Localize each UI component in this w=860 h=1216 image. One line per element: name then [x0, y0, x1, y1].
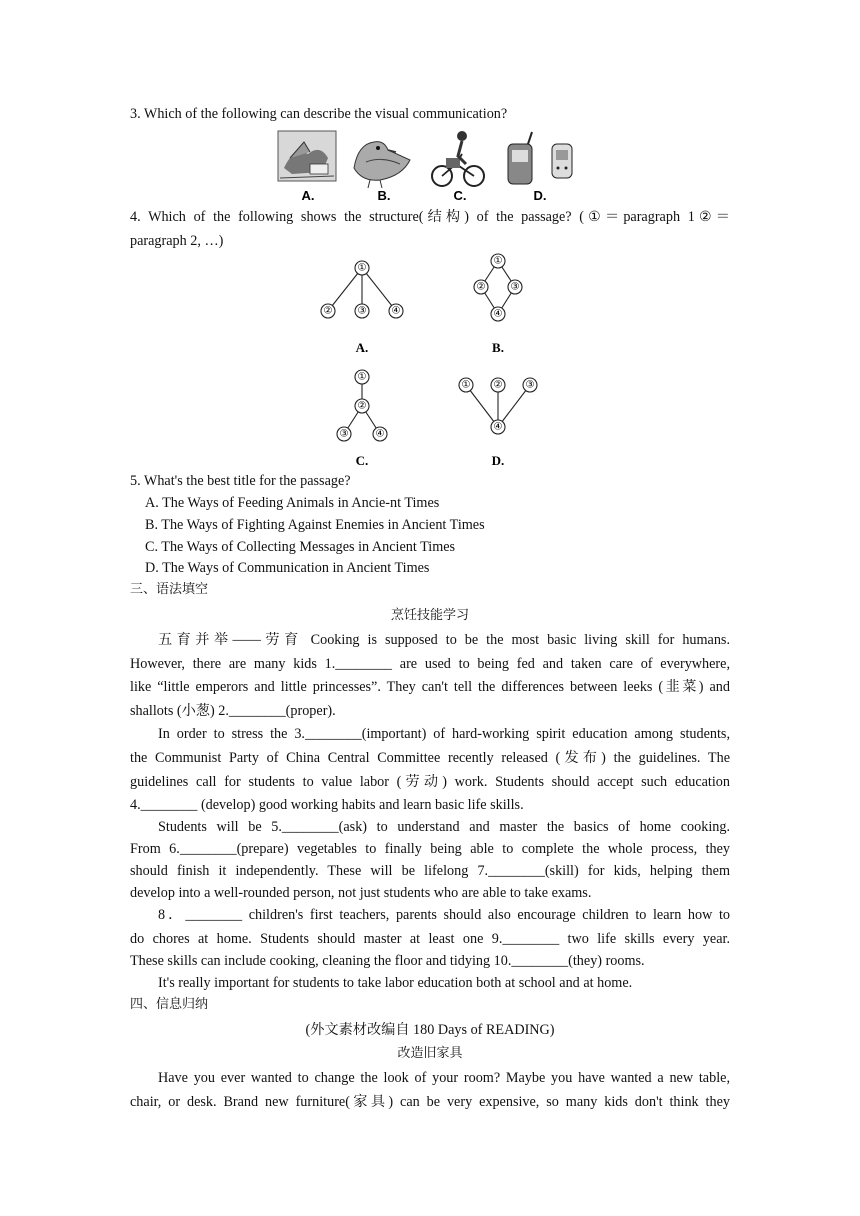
- pigeon-letter-icon: [278, 131, 336, 181]
- svg-text:②: ②: [323, 305, 333, 317]
- q3-option-b: B.: [377, 188, 391, 203]
- section3-line-14: do chores at home. Students should master at least one 9.________ two life skills every year.: [130, 931, 730, 947]
- q4-question-line1: 4. Which of the following shows the structure(结构) of the passage? (①＝paragraph 1②＝: [130, 209, 730, 225]
- svg-text:②: ②: [476, 281, 486, 293]
- q5-option-d: D. The Ways of Communication in Ancient Times: [145, 560, 430, 576]
- phones-icon: [508, 132, 572, 184]
- q3-option-d: D.: [533, 188, 547, 203]
- cyclist-icon: [432, 131, 484, 186]
- section3-line-16: It's really important for students to take labor education both at school and at home.: [158, 975, 633, 991]
- section4-line-1: Have you ever wanted to change the look of your room? Maybe you have wanted a new table,: [158, 1070, 730, 1086]
- svg-text:③: ③: [357, 305, 367, 317]
- section4-line-2: chair, or desk. Brand new furniture(家具) can be very expensive, so many kids don't think they: [130, 1094, 730, 1110]
- section3-line-1: 五育并举——劳育 Cooking is supposed to be the most basic living skill for humans.: [158, 632, 730, 648]
- section3-line-6: the Communist Party of China Central Committee recently released (发布) the guidelines. The: [130, 750, 730, 766]
- q5-option-a: A. The Ways of Feeding Animals in Ancie-nt Times: [145, 495, 440, 511]
- section4-heading: 四、信息归纳: [130, 997, 209, 1012]
- section3-line-8: 4.________ (develop) good working habits and learn basic life skills.: [130, 797, 524, 813]
- svg-text:①: ①: [357, 371, 367, 383]
- q5-option-c: C. The Ways of Collecting Messages in Ancient Times: [145, 539, 456, 555]
- structure-diagrams: [310, 252, 550, 474]
- svg-text:④: ④: [375, 428, 385, 440]
- section4-title: 改造旧家具: [397, 1046, 463, 1061]
- svg-text:④: ④: [493, 421, 503, 433]
- svg-text:③: ③: [510, 281, 520, 293]
- q3-option-c: C.: [453, 188, 467, 203]
- svg-text:①: ①: [493, 255, 503, 267]
- svg-text:②: ②: [357, 400, 367, 412]
- section4-source: (外文素材改编自 180 Days of READING): [305, 1022, 555, 1038]
- diagram-b: [474, 254, 522, 321]
- svg-text:③: ③: [339, 428, 349, 440]
- diagram-d-label: D.: [491, 453, 505, 468]
- section3-line-11: should finish it independently. These will be lifelong 7.________(skill) for kids, helping them: [130, 863, 730, 879]
- svg-text:①: ①: [357, 262, 367, 274]
- svg-text:④: ④: [391, 305, 401, 317]
- diagram-c: [337, 370, 387, 441]
- section3-line-15: These skills can include cooking, cleaning the floor and tidying 10.________(they) rooms.: [130, 953, 645, 969]
- q5-question: 5. What's the best title for the passage?: [130, 473, 351, 489]
- section3-line-13: 8．________ children's first teachers, parents should also encourage children to learn how to: [158, 907, 730, 923]
- svg-text:①: ①: [461, 379, 471, 391]
- svg-text:③: ③: [525, 379, 535, 391]
- section3-heading: 三、语法填空: [130, 582, 209, 597]
- section3-line-7: guidelines call for students to value labor (劳动) work. Students should accept such education: [130, 774, 730, 790]
- diagram-a: [321, 261, 403, 318]
- section3-line-4: shallots (小葱) 2.________(proper).: [130, 703, 336, 719]
- q3-pictures: [270, 128, 600, 206]
- section3-title: 烹饪技能学习: [390, 608, 469, 623]
- q3-question: 3. Which of the following can describe the visual communication?: [130, 106, 508, 122]
- diagram-b-label: B.: [492, 340, 504, 355]
- section3-line-12: develop into a well-rounded person, not just students who are able to take exams.: [130, 885, 592, 901]
- diagram-d: [459, 378, 537, 434]
- pigeon-icon: [354, 142, 410, 188]
- section3-line-5: In order to stress the 3.________(important) of hard-working spirit education among students,: [158, 726, 730, 742]
- svg-text:②: ②: [493, 379, 503, 391]
- q4-question-line2: paragraph 2, …): [130, 233, 224, 249]
- q5-option-b: B. The Ways of Fighting Against Enemies in Ancient Times: [145, 517, 485, 533]
- svg-text:④: ④: [493, 308, 503, 320]
- section3-line-2: However, there are many kids 1.________ are used to being fed and taken care of everywhere,: [130, 656, 730, 672]
- q3-option-a: A.: [301, 188, 315, 203]
- section3-line-9: Students will be 5.________(ask) to understand and master the basics of home cooking.: [158, 819, 730, 835]
- section3-line-3: like “little emperors and little princesses”. They can't tell the differences between leeks (韭菜) and: [130, 679, 730, 695]
- diagram-a-label: A.: [355, 340, 369, 355]
- section3-line-10: From 6.________(prepare) vegetables to finally being able to complete the whole process, they: [130, 841, 730, 857]
- diagram-c-label: C.: [355, 453, 369, 468]
